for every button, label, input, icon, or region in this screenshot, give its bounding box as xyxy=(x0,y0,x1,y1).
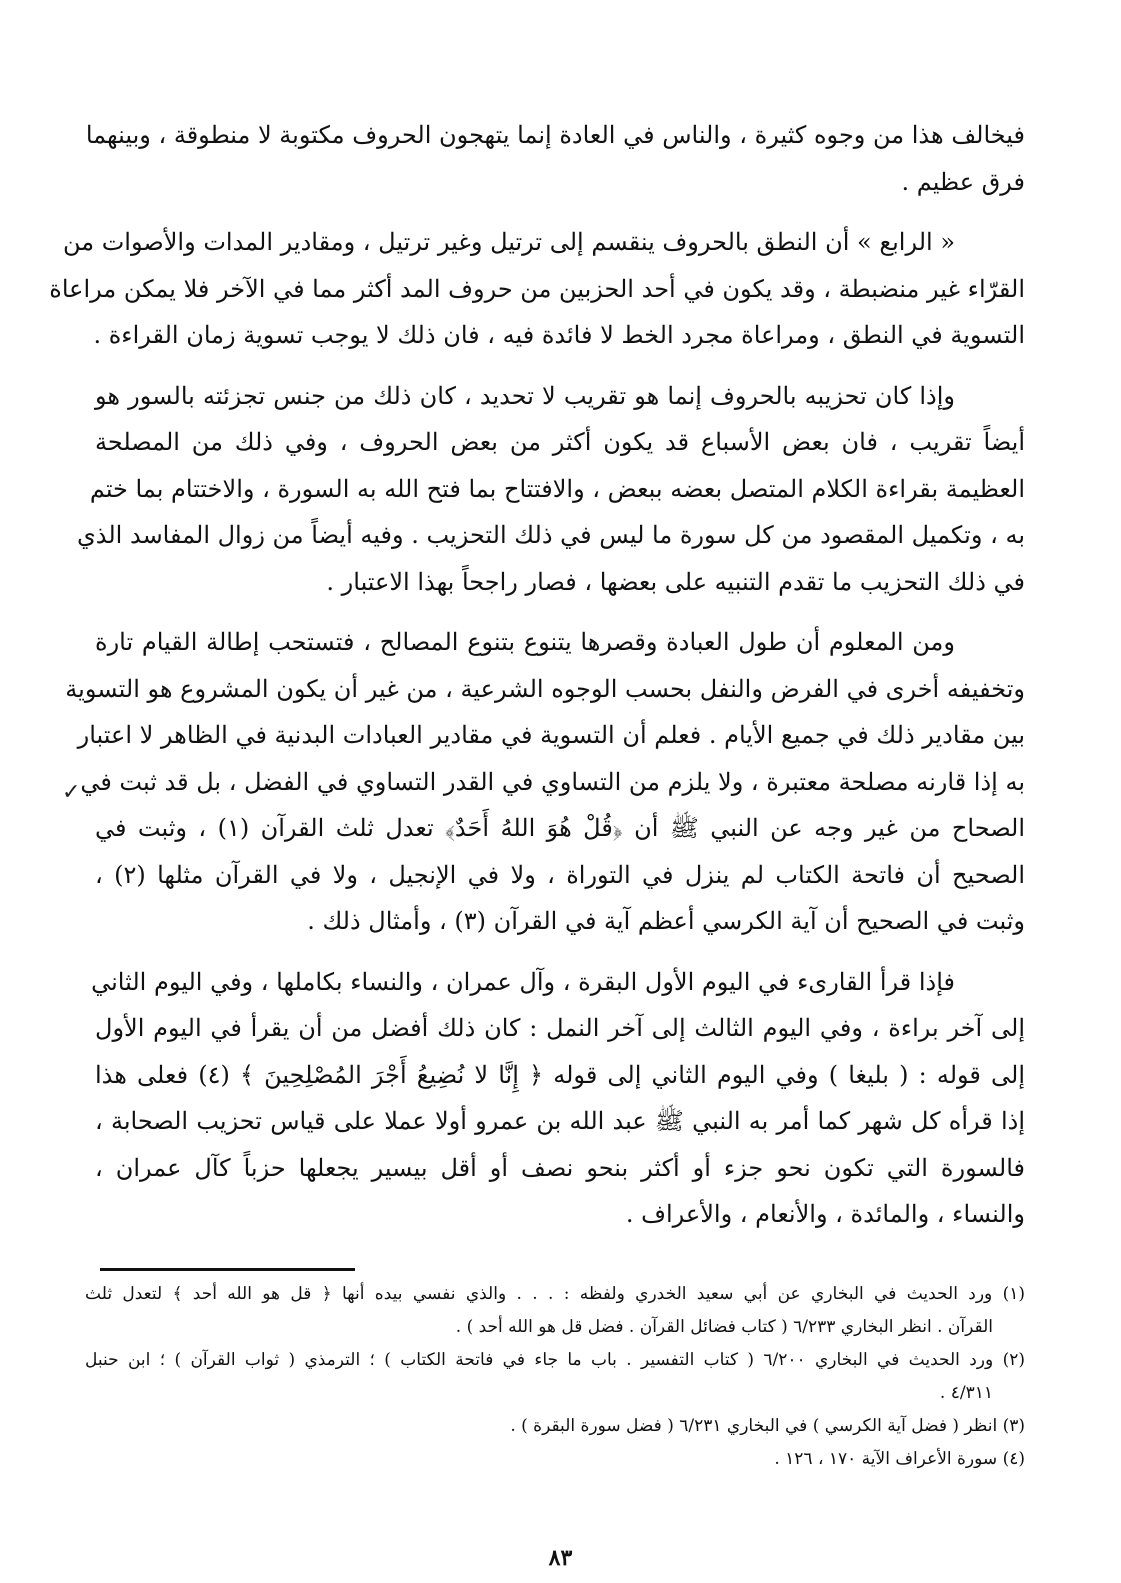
text-line: فالسورة التي تكون نحو جزء أو أكثر بنحو نصف أو أقل بيسير يجعلها حزباً كآل عمران ، xyxy=(95,1153,1025,1182)
text-line: بين مقادير ذلك في جميع الأيام . فعلم أن التسوية في مقادير العبادات البدنية في الظاهر لا اعتبار xyxy=(77,721,1025,749)
text-line: وثبت في الصحيح أن آية الكرسي أعظم آية في القرآن (٣) ، وأمثال ذلك . xyxy=(307,907,1025,935)
text-line: وإذا كان تحزيبه بالحروف إنما هو تقريب لا تحديد ، كان ذلك من جنس تجزئته بالسور هو xyxy=(95,381,955,410)
paragraph-2 xyxy=(49,219,1025,359)
paragraph-3 xyxy=(76,373,1025,606)
text-line: في ذلك التحزيب ما تقدم التنبيه على بعضها ، فصار راجحاً بهذا الاعتبار . xyxy=(326,567,1025,596)
text-line: فيخالف هذا من وجوه كثيرة ، والناس في العادة إنما يتهجون الحروف مكتوبة لا منطوقة ، وبينهما xyxy=(85,121,1025,149)
text-line: به إذا قارنه مصلحة معتبرة ، ولا يلزم من التساوي في القدر التساوي في الفضل ، بل قد ثبت في xyxy=(80,767,1025,796)
text-line: « الرابع » أن النطق بالحروف ينقسم إلى ترتيل وغير ترتيل ، ومقادير المدات والأصوات من xyxy=(62,228,955,256)
text-line: الصحاح من غير وجه عن النبي ﷺ أن ﴿قُلْ هُوَ اللهُ أَحَدٌ﴾ تعدل ثلث القرآن (١) ، وثبت في xyxy=(95,814,1025,842)
text-line: والنساء ، والمائدة ، والأنعام ، والأعراف . xyxy=(625,1200,1025,1228)
footnote-divider xyxy=(100,1268,355,1271)
footnote-1-cont: القرآن . انظر البخاري ٦/٢٣٣ ( كتاب فضائل القرآن . فضل قل هو الله أحد ) . xyxy=(455,1317,993,1337)
footnote-4: (٤) سورة الأعراف الآية ١٧٠ ، ١٢٦ . xyxy=(774,1449,1025,1469)
text-line: الصحيح أن فاتحة الكتاب لم ينزل في التوراة ، ولا في الإنجيل ، ولا في القرآن مثلها (٢) ، xyxy=(95,860,1025,889)
text-line: فرق عظيم . xyxy=(901,167,1025,196)
footnote-2: (٢) ورد الحديث في البخاري ٦/٢٠٠ ( كتاب التفسير . باب ما جاء في فاتحة الكتاب ) ؛ الترمذي ( ثواب القرآن ) ؛ ابن حنبل xyxy=(85,1350,1025,1370)
text-line: إذا قرأه كل شهر كما أمر به النبي ﷺ عبد الله بن عمرو أولا عملا على قياس تحزيب الصحابة ، xyxy=(95,1107,1025,1135)
paragraph-5 xyxy=(91,959,1025,1238)
text-line: إلى قوله : ( بليغا ) وفي اليوم الثاني إلى قوله ﴿ إِنَّا لا نُضِيعُ أَجْرَ المُصْلِحِينَ ﴾ (٤) فعلى هذا xyxy=(95,1060,1025,1089)
footnote-3: (٣) انظر ( فضل آية الكرسي ) في البخاري ٦/٢٣١ ( فضل سورة البقرة ) . xyxy=(510,1416,1025,1436)
text-line: ومن المعلوم أن طول العبادة وقصرها يتنوع بتنوع المصالح ، فتستحب إطالة القيام تارة xyxy=(95,628,955,656)
text-line: القرّاء غير منضبطة ، وقد يكون في أحد الحزبين من حروف المد أكثر مما في الآخر فلا يمكن مراعاة xyxy=(49,274,1025,303)
page-number: ٨٣ xyxy=(548,1545,573,1571)
text-line: فإذا قرأ القارىء في اليوم الأول البقرة ، وآل عمران ، والنساء بكاملها ، وفي اليوم الثاني xyxy=(91,967,955,996)
text-line: به ، وتكميل المقصود من كل سورة ما ليس في ذلك التحزيب . وفيه أيضاً من زوال المفاسد الذي xyxy=(76,521,1025,549)
footnote-1: (١) ورد الحديث في البخاري عن أبي سعيد الخدري ولفظه : . . . والذي نفسي بيده أنها ﴿ قل هو الله أحد ﴾ لتعدل ثلث xyxy=(85,1284,1025,1304)
margin-pen-mark-icon: ✓ xyxy=(62,780,81,805)
text-line: وتخفيفه أخرى في الفرض والنفل بحسب الوجوه الشرعية ، من غير أن يكون المشروع هو التسوية xyxy=(65,674,1025,703)
main-text xyxy=(49,112,1025,1252)
text-line: أيضاً تقريب ، فان بعض الأسباع قد يكون أكثر من بعض الحروف ، وفي ذلك من المصلحة xyxy=(95,428,1025,456)
text-line: التسوية في النطق ، ومراعاة مجرد الخط لا فائدة فيه ، فان ذلك لا يوجب تسوية زمان القراءة . xyxy=(93,321,1025,349)
paragraph-4 xyxy=(65,619,1025,945)
footnotes xyxy=(85,1278,1025,1476)
text-line: العظيمة بقراءة الكلام المتصل بعضه ببعض ، والافتتاح بما فتح الله به السورة ، والاختتام بما ختم xyxy=(89,474,1025,503)
footnote-2-cont: ٤/٣١١ . xyxy=(939,1383,993,1403)
paragraph-1 xyxy=(85,112,1025,205)
text-line: إلى آخر براءة ، وفي اليوم الثالث إلى آخر النمل : كان ذلك أفضل من أن يقرأ في اليوم الأول xyxy=(95,1014,1025,1042)
